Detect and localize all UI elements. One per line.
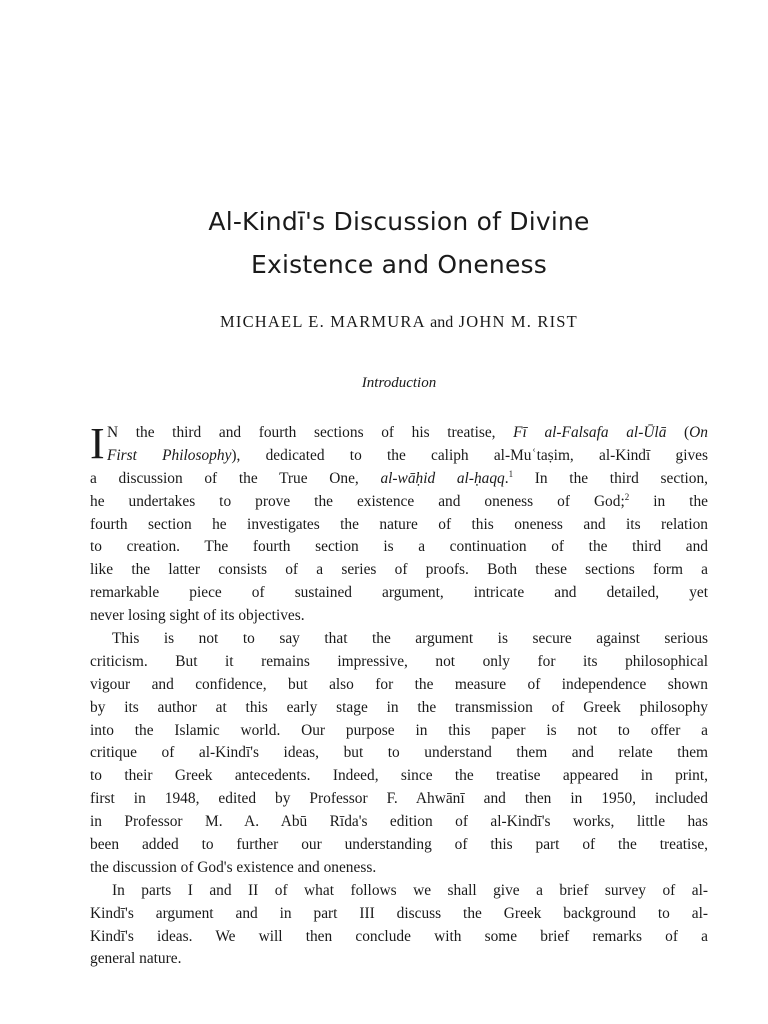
paragraph-3 <box>90 880 708 972</box>
paragraph-2 <box>90 628 708 880</box>
text-line: never losing sight of its objectives. <box>90 607 305 625</box>
text-line: the discussion of God's existence and oneness. <box>90 858 377 876</box>
text-line: This is not to say that the argument is secure against serious <box>112 630 708 648</box>
section-heading: Introduction <box>361 375 437 391</box>
text-line: into the Islamic world. Our purpose in this paper is not to offer a <box>90 721 708 739</box>
text-line <box>90 468 708 491</box>
author-1: MICHAEL E. MARMURA <box>220 312 425 331</box>
footnote-marker: 2 <box>624 491 630 502</box>
text-line: Kindī's argument and in part III discuss the Greek background to al- <box>90 904 708 922</box>
document-page <box>90 0 708 1024</box>
text-line: remarkable piece of sustained argument, intricate and detailed, yet <box>90 584 708 602</box>
text-line: fourth section he investigates the nature of this oneness and its relation <box>90 515 708 533</box>
drop-cap: I <box>90 419 105 468</box>
text-span: a discussion of the True One, <box>90 469 381 487</box>
text-span: In the third section, <box>513 469 708 487</box>
text-span: ), dedicated to the caliph al-Muʿtaṣim, al-Kindī gives <box>231 446 708 464</box>
author-conjunction: and <box>430 314 454 331</box>
text-line <box>90 491 708 514</box>
text-span: he undertakes to prove the existence and oneness of God; <box>90 492 625 510</box>
footnote-marker: 1 <box>508 468 514 479</box>
text-line <box>90 422 708 445</box>
text-line: been added to further our understanding of this part of the treatise, <box>90 836 708 854</box>
italic-title: Fī al-Falsafa al-Ūlā <box>513 424 667 441</box>
author-2: JOHN M. RIST <box>458 312 578 331</box>
italic-title: On <box>689 424 708 441</box>
author-line <box>90 312 708 332</box>
text-line <box>90 445 708 468</box>
text-line: critique of al-Kindī's ideas, but to understand them and relate them <box>90 744 708 762</box>
text-line: like the latter consists of a series of proofs. Both these sections form a <box>90 561 708 579</box>
body-text <box>90 419 708 971</box>
text-line: to creation. The fourth section is a continuation of the third and <box>90 538 708 556</box>
title-line-2: Existence and Oneness <box>250 250 548 279</box>
text-line: Kindī's ideas. We will then conclude with some brief remarks of a <box>90 927 708 945</box>
italic-title: First Philosophy <box>107 446 232 464</box>
article-title <box>90 200 708 286</box>
text-line: first in 1948, edited by Professor F. Ahwānī and then in 1950, included <box>90 790 708 808</box>
text-line: vigour and confidence, but also for the measure of independence shown <box>90 675 708 693</box>
text-line: criticism. But it remains impressive, not only for its philosophical <box>90 652 708 670</box>
text-span: in the <box>629 492 708 510</box>
italic-term: al-wāḥid al-ḥaqq <box>380 469 505 487</box>
text-span: N the third and fourth sections of his treatise, <box>107 424 514 441</box>
title-line-1: Al-Kindī's Discussion of Divine <box>208 207 590 236</box>
text-span: ( <box>666 424 690 441</box>
paragraph-1 <box>90 419 708 628</box>
text-line: general nature. <box>90 950 182 968</box>
text-line: in Professor M. A. Abū Rīda's edition of al-Kindī's works, little has <box>90 813 708 831</box>
text-line: In parts I and II of what follows we shall give a brief survey of al- <box>112 881 708 899</box>
text-span: . <box>504 469 509 487</box>
text-line: to their Greek antecedents. Indeed, since the treatise appeared in print, <box>90 767 708 785</box>
text-line: by its author at this early stage in the transmission of Greek philosophy <box>90 698 708 716</box>
